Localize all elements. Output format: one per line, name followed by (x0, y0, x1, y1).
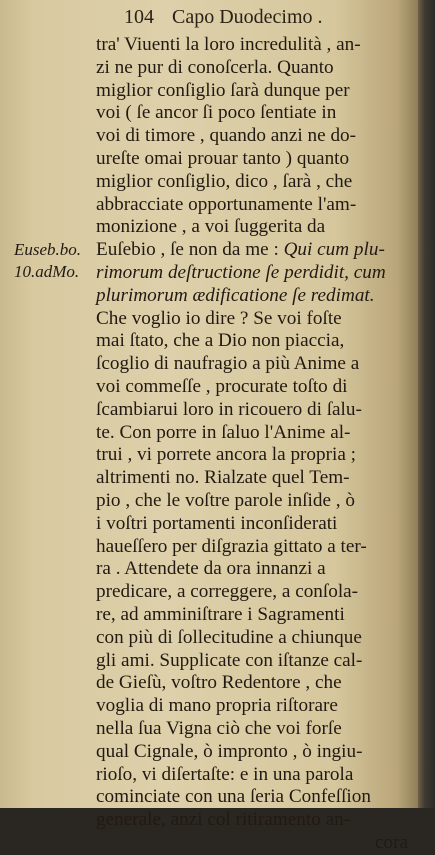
text-segment: ureſte omai prouar tanto ) quanto (96, 147, 350, 169)
text-segment: altrimenti no. Rialzate quel Tem- (96, 467, 350, 489)
text-segment: con più di ſollecitudine a chiunque (96, 626, 362, 648)
text-segment: tra' Viuenti la loro incredulità , an- (96, 34, 361, 55)
text-segment: voi ( ſe ancor ſi poco ſentiate in (96, 102, 337, 124)
page-number: 104 (124, 6, 154, 28)
text-segment: ſcoglio di naufragio a più Anime a (96, 353, 360, 375)
text-segment: haueſſero per diſgrazia gittato a ter- (96, 535, 367, 557)
italic-quotation: rimorum deſtructione ſe perdidit, cum (96, 261, 386, 283)
text-segment: mai ſtato, che a Dio non piaccia, (96, 330, 345, 352)
chapter-title: Capo Duodecimo . (172, 6, 323, 28)
text-line (96, 581, 414, 604)
text-segment: te. Con porre in ſaluo l'Anime al- (96, 421, 351, 443)
text-line (96, 262, 414, 285)
italic-quotation: Qui cum plu- (283, 239, 385, 261)
text-segment: miglior conſiglio ſarà dunque per (96, 79, 350, 101)
text-line (96, 627, 414, 650)
text-segment: qual Cignale, ò impronto , ò ingiu- (96, 740, 363, 762)
text-line (96, 422, 414, 445)
body-text (96, 34, 414, 855)
text-line (96, 80, 414, 103)
text-line (96, 285, 414, 308)
text-segment: nella ſua Vigna ciò che voi forſe (96, 717, 342, 739)
text-line (96, 718, 414, 741)
text-segment: re, ad amminiſtrare i Sagramenti (96, 603, 345, 625)
text-line (96, 399, 414, 422)
text-line (96, 490, 414, 513)
text-segment: Euſebio , ſe non da me : (96, 239, 284, 261)
marginal-note-line: 10.adMo. (14, 262, 80, 281)
text-segment: gli ami. Supplicate con iſtanze cal- (96, 649, 363, 671)
text-line (96, 148, 414, 171)
text-segment: cominciate con una ſeria Confeſſion (96, 786, 371, 808)
text-line (96, 695, 414, 718)
catchword: cora (374, 831, 408, 853)
text-segment: zi ne pur di conoſcerla. Quanto (96, 56, 334, 78)
text-segment: voglia di mano propria riſtorare (96, 695, 338, 717)
text-line (96, 376, 414, 399)
text-line (96, 604, 414, 627)
italic-quotation: plurimorum ædificatione ſe redimat. (96, 284, 375, 306)
binding-gutter (418, 0, 435, 808)
text-line (96, 216, 414, 239)
text-line (96, 809, 414, 832)
text-segment: pio , che le voſtre parole inſide , ò (96, 489, 355, 511)
text-line (96, 102, 414, 125)
text-line (96, 194, 414, 217)
text-segment: de Gieſù, voſtro Redentore , che (96, 672, 342, 694)
text-segment: i voſtri portamenti inconſiderati (96, 512, 338, 534)
text-line (96, 308, 414, 331)
marginal-note-line: Euseb.bo. (14, 240, 82, 259)
text-line (96, 330, 414, 353)
text-segment: generale, anzi col ritiramento an- (96, 809, 351, 831)
text-line (96, 57, 414, 80)
text-segment: monizione , a voi ſuggerita da (96, 216, 326, 238)
marginal-note (14, 239, 81, 283)
text-segment: trui , vi porrete ancora la propria ; (96, 444, 356, 466)
text-line (96, 764, 414, 787)
text-segment: ra . Attendete da ora innanzi a (96, 558, 326, 580)
text-line (96, 444, 414, 467)
running-head (124, 6, 323, 29)
text-line (96, 353, 414, 376)
text-line (96, 171, 414, 194)
text-line (96, 741, 414, 764)
text-segment: ſcambiarui loro in ricouero di ſalu- (96, 398, 362, 420)
text-segment: voi commeſſe , procurate toſto di (96, 375, 348, 397)
text-line (96, 536, 414, 559)
text-line (96, 513, 414, 536)
text-line (96, 672, 414, 695)
text-segment: voi di timore , quando anzi ne do- (96, 125, 357, 147)
text-line (96, 467, 414, 490)
text-line (96, 125, 414, 148)
text-line (96, 34, 414, 57)
text-line (96, 650, 414, 673)
text-line (96, 786, 414, 809)
text-segment: miglior conſiglio, dico , ſarà , che (96, 170, 353, 192)
text-segment: rioſo, vi diſertaſte: e in una parola (96, 763, 354, 785)
text-segment: Che voglio io dire ? Se voi foſte (96, 307, 342, 329)
text-line (96, 558, 414, 581)
text-segment: abbracciate opportunamente l'am- (96, 193, 357, 215)
text-line (96, 239, 414, 262)
text-segment: predicare, a correggere, a conſola- (96, 581, 359, 603)
